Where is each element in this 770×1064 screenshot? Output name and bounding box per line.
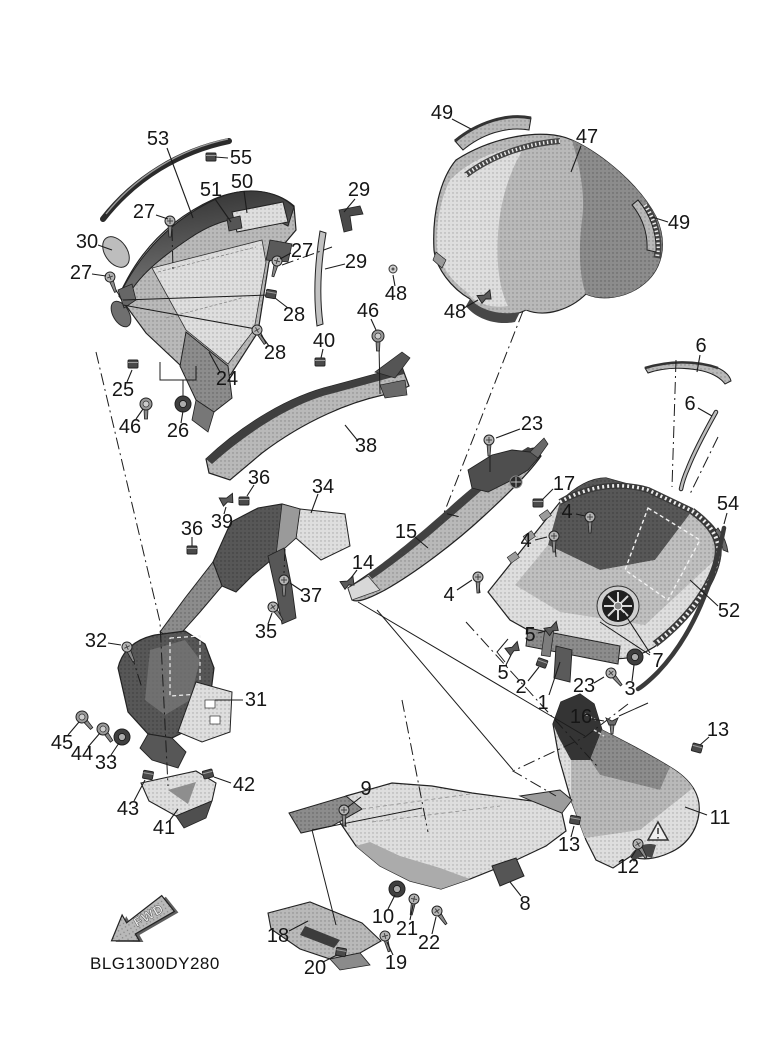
- label-leader-line: [542, 489, 553, 500]
- clip-icon: [315, 358, 325, 366]
- part-number-label: 14: [351, 552, 375, 574]
- part-number-label: 1: [537, 692, 549, 714]
- part-number-label: 43: [116, 798, 140, 820]
- part-number-label: 4: [520, 530, 532, 552]
- part-number-label: 11: [709, 807, 731, 829]
- part-number-label: 28: [282, 304, 306, 326]
- part-number-label: 4: [561, 501, 573, 523]
- bolt-icon: [74, 709, 97, 733]
- part-number-label: 15: [394, 521, 418, 543]
- label-leader-line: [92, 274, 106, 276]
- label-leader-line: [452, 119, 471, 129]
- reference-line: [377, 610, 513, 770]
- label-leader-line: [156, 215, 168, 219]
- part-number-label: 36: [180, 518, 204, 540]
- part-number-label: 53: [146, 128, 170, 150]
- label-leader-line: [108, 643, 121, 645]
- label-leader-line: [215, 157, 228, 158]
- grommet-icon: [114, 729, 130, 745]
- part-number-label: 13: [706, 719, 730, 741]
- part-number-label: 50: [230, 171, 254, 193]
- fwd-arrow: [103, 890, 182, 955]
- wingclip-icon: [505, 642, 522, 657]
- clip-icon: [128, 360, 138, 368]
- grommet-icon: [175, 396, 191, 412]
- grommet-icon: [389, 881, 405, 897]
- reference-line: [619, 703, 648, 716]
- part-number-label: 42: [232, 774, 256, 796]
- part-number-label: 29: [347, 179, 371, 201]
- label-leader-line: [528, 667, 539, 681]
- clip-icon: [265, 289, 276, 299]
- wingclip-icon: [219, 493, 235, 506]
- part-number-label: 6: [695, 335, 707, 357]
- clip-icon: [239, 497, 249, 505]
- label-leader-line: [214, 777, 231, 783]
- part-number-label: 28: [263, 342, 287, 364]
- part-number-label: 46: [118, 416, 142, 438]
- clip-icon: [206, 153, 216, 161]
- label-leader-line: [698, 408, 712, 416]
- part-number-label: 48: [384, 283, 408, 305]
- under-cowl-8: [289, 783, 572, 889]
- screw-icon: [406, 893, 419, 915]
- part-number-label: 23: [572, 675, 596, 697]
- part-number-label: 3: [624, 678, 636, 700]
- tank-cover-47: [433, 134, 662, 323]
- trim-6-upper: [645, 362, 731, 384]
- label-leader-line: [457, 580, 472, 590]
- part-number-label: 25: [111, 379, 135, 401]
- part-number-label: 13: [557, 834, 581, 856]
- screw-icon: [604, 666, 625, 689]
- part-number-label: 33: [94, 752, 118, 774]
- clip-icon: [142, 770, 153, 780]
- part-number-label: 41: [152, 817, 176, 839]
- label-leader-line: [496, 429, 520, 438]
- part-number-label: 47: [575, 126, 599, 148]
- part-number-label: 21: [395, 918, 419, 940]
- bolt-icon: [95, 721, 117, 745]
- wingbolt-icon: [606, 718, 618, 734]
- part-number-label: 18: [266, 925, 290, 947]
- washer-icon: [389, 265, 397, 273]
- part-number-label: 24: [215, 368, 239, 390]
- front-cowl-panel-24: [118, 191, 296, 432]
- part-number-label: 55: [229, 147, 253, 169]
- part-number-label: 27: [69, 262, 93, 284]
- part-number-label: 31: [244, 689, 268, 711]
- part-number-label: 52: [717, 600, 741, 622]
- bolt-icon: [372, 330, 384, 351]
- screw-icon: [430, 904, 450, 927]
- part-number-label: 9: [360, 778, 372, 800]
- part-number-label: 36: [247, 467, 271, 489]
- side-cover-main: [488, 478, 721, 682]
- label-leader-line: [594, 677, 604, 683]
- part-number-label: 37: [299, 585, 323, 607]
- clip-icon: [202, 769, 214, 779]
- part-number-label: 27: [290, 240, 314, 262]
- part-number-label: 44: [70, 743, 94, 765]
- part-number-label: 12: [616, 856, 640, 878]
- part-number-label: 5: [497, 662, 509, 684]
- part-number-label: 6: [684, 393, 696, 415]
- fwd-label: FWD: [130, 900, 167, 930]
- part-number-label: 23: [520, 413, 544, 435]
- part-number-label: 45: [50, 732, 74, 754]
- part-number-label: 29: [344, 251, 368, 273]
- part-code: BLG1300DY280: [90, 954, 220, 973]
- part-number-label: 27: [132, 201, 156, 223]
- part-number-label: 16: [569, 706, 593, 728]
- grommet-icon: [627, 649, 643, 665]
- part-number-label: 20: [303, 957, 327, 979]
- part-number-label: 46: [356, 300, 380, 322]
- screw-icon: [473, 572, 483, 593]
- part-number-label: 4: [443, 584, 455, 606]
- part-number-label: 7: [652, 650, 664, 672]
- part-number-label: 48: [443, 301, 467, 323]
- phantom-line: [689, 437, 718, 496]
- part-number-label: 51: [199, 179, 223, 201]
- part-number-label: 26: [166, 420, 190, 442]
- part-number-label: 10: [371, 906, 395, 928]
- part-number-label: 19: [384, 952, 408, 974]
- part-number-label: 17: [552, 473, 576, 495]
- part-number-label: 40: [312, 330, 336, 352]
- clip-icon: [536, 658, 548, 669]
- bracket-51: [227, 216, 242, 231]
- part-number-label: 39: [210, 511, 234, 533]
- part-number-label: 5: [524, 624, 536, 646]
- part-number-label: 38: [354, 435, 378, 457]
- part-number-label: 49: [667, 212, 691, 234]
- headlight-unit-31: [118, 631, 232, 768]
- label-leader-line: [325, 264, 345, 269]
- phantom-line: [672, 360, 676, 487]
- clip-icon: [533, 499, 543, 507]
- part-number-label: 8: [519, 893, 531, 915]
- part-number-label: 32: [84, 630, 108, 652]
- screw-icon: [484, 435, 494, 456]
- part-number-label: 30: [75, 231, 99, 253]
- part-number-label: 2: [515, 676, 527, 698]
- part-number-label: 35: [254, 621, 278, 643]
- clip-icon: [569, 815, 580, 825]
- bolt-icon: [140, 398, 152, 419]
- part-number-label: 54: [716, 493, 740, 515]
- part-number-label: 49: [430, 102, 454, 124]
- part-number-label: 34: [311, 476, 335, 498]
- clip-icon: [187, 546, 197, 554]
- part-number-label: 22: [417, 932, 441, 954]
